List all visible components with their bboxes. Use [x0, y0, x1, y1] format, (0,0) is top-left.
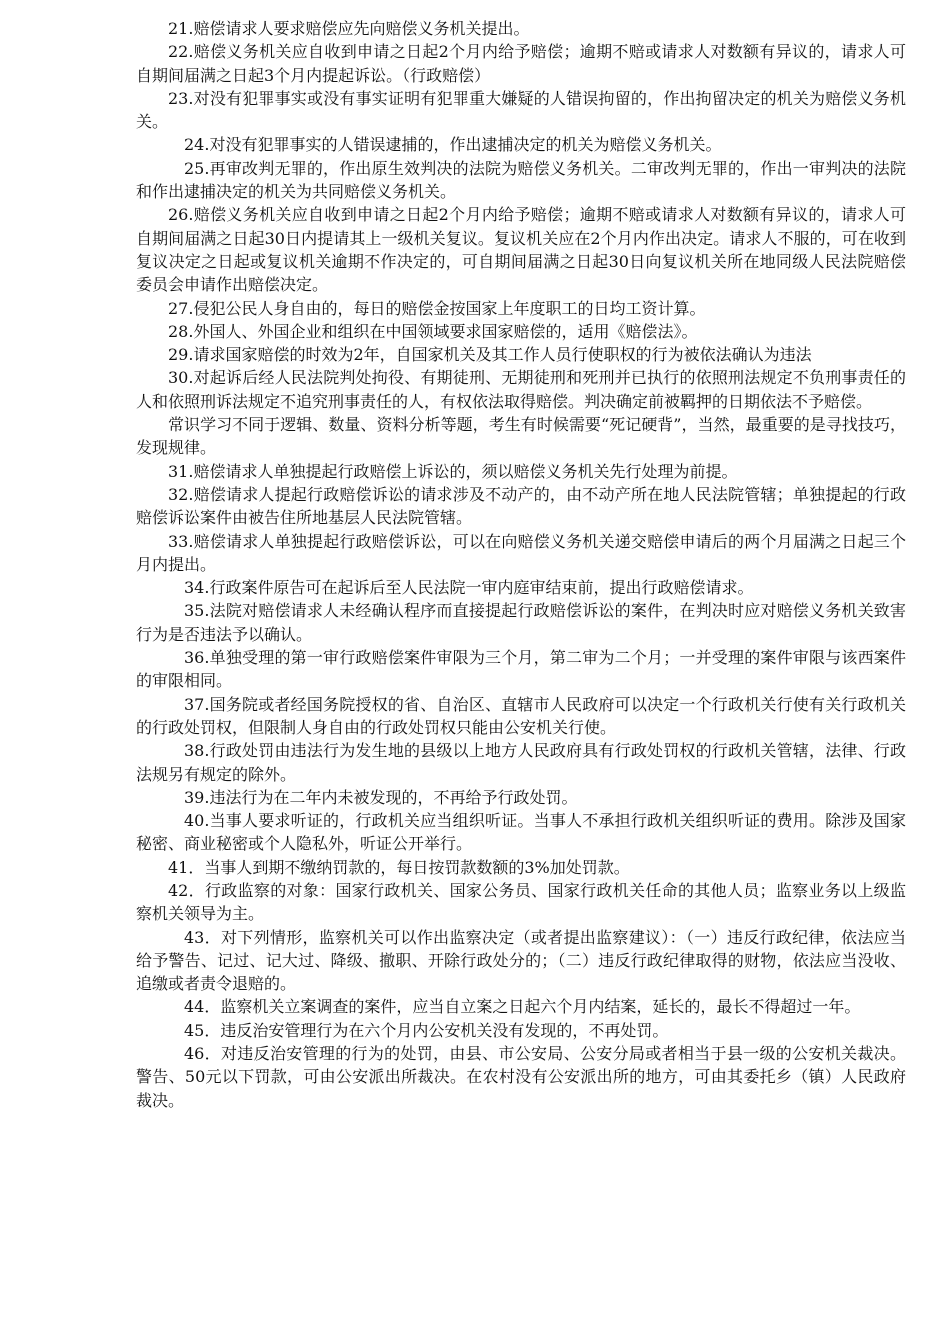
paragraph-40: 40.当事人要求听证的，行政机关应当组织听证。当事人不承担行政机关组织听证的费用。除涉及国家秘密、商业秘密或个人隐私外，听证公开举行。	[136, 811, 906, 854]
paragraph-32: 32.赔偿请求人提起行政赔偿诉讼的请求涉及不动产的，由不动产所在地人民法院管辖；单独提起的行政赔偿诉讼案件由被告住所地基层人民法院管辖。	[136, 484, 906, 528]
paragraph-39: 39.违法行为在二年内未被发现的，不再给予行政处罚。	[184, 787, 578, 807]
paragraph-23: 23.对没有犯罪事实或没有事实证明有犯罪重大嫌疑的人错误拘留的，作出拘留决定的机关为赔偿义务机关。	[136, 88, 906, 132]
paragraph-45: 45．违反治安管理行为在六个月内公安机关没有发现的，不再处罚。	[184, 1020, 669, 1040]
paragraph-24: 24.对没有犯罪事实的人错误逮捕的，作出逮捕决定的机关为赔偿义务机关。	[184, 135, 722, 155]
paragraph-21: 21.赔偿请求人要求赔偿应先向赔偿义务机关提出。	[168, 19, 530, 38]
paragraph-41: 41．当事人到期不缴纳罚款的，每日按罚款数额的3%加处罚款。	[168, 857, 630, 877]
document-page	[136, 17, 906, 1112]
paragraph-26: 26.赔偿义务机关应自收到申请之日起2个月内给予赔偿；逾期不赔或请求人对数额有异议的，请求人可自期间届满之日起30日内提请其上一级机关复议。复议机关应在2个月内作出决定。请求人不服的，可在收到复议决定之日起或复议机关逾期不作决定的，可自期间届满之日起30日向复议机关所在地同级人民法院赔偿委员会申请作出赔偿决定。	[136, 205, 906, 295]
paragraph-27: 27.侵犯公民人身自由的，每日的赔偿金按国家上年度职工的日均工资计算。	[168, 298, 706, 318]
paragraph-37: 37.国务院或者经国务院授权的省、自治区、直辖市人民政府可以决定一个行政机关行使有关行政机关的行政处罚权，但限制人身自由的行政处罚权只能由公安机关行使。	[136, 694, 906, 737]
paragraph-36: 36.单独受理的第一审行政赔偿案件审限为三个月，第二审为二个月；一并受理的案件审限与该西案件的审限相同。	[136, 648, 906, 691]
paragraph-44: 44．监察机关立案调查的案件，应当自立案之日起六个月内结案，延长的，最长不得超过一年。	[184, 997, 861, 1017]
study-tip-paragraph: 常识学习不同于逻辑、数量、资料分析等题，考生有时候需要“死记硬背”，当然，最重要的是寻找技巧，发现规律。	[136, 415, 906, 458]
paragraph-43: 43．对下列情形，监察机关可以作出监察决定（或者提出监察建议）：（一）违反行政纪律，依法应当给予警告、记过、记大过、降级、撤职、开除行政处分的；（二）违反行政纪律取得的财物，依法应当没收、追缴或者责令退赔的。	[136, 927, 906, 994]
paragraph-30: 30.对起诉后经人民法院判处拘役、有期徒刑、无期徒刑和死刑并已执行的依照刑法规定不负刑事责任的人和依照刑诉法规定不追究刑事责任的人，有权依法取得赔偿。判决确定前被羁押的日期依法不予赔偿。	[136, 368, 906, 411]
paragraph-25: 25.再审改判无罪的，作出原生效判决的法院为赔偿义务机关。二审改判无罪的，作出一审判决的法院和作出逮捕决定的机关为共同赔偿义务机关。	[136, 158, 906, 202]
paragraph-38: 38.行政处罚由违法行为发生地的县级以上地方人民政府具有行政处罚权的行政机关管辖，法律、行政法规另有规定的除外。	[136, 741, 906, 784]
paragraph-31: 31.赔偿请求人单独提起行政赔偿上诉讼的，须以赔偿义务机关先行处理为前提。	[168, 461, 738, 481]
paragraph-42: 42．行政监察的对象：国家行政机关、国家公务员、国家行政机关任命的其他人员；监察业务以上级监察机关领导为主。	[136, 880, 906, 924]
paragraph-35: 35.法院对赔偿请求人未经确认程序而直接提起行政赔偿诉讼的案件，在判决时应对赔偿义务机关致害行为是否违法予以确认。	[136, 601, 906, 644]
paragraph-28: 28.外国人、外国企业和组织在中国领域要求国家赔偿的，适用《赔偿法》。	[168, 321, 698, 341]
paragraph-46: 46．对违反治安管理的行为的处罚，由县、市公安局、公安分局或者相当于县一级的公安机关裁决。警告、50元以下罚款，可由公安派出所裁决。在农村没有公安派出所的地方，可由其委托乡（镇）人民政府裁决。	[136, 1044, 906, 1110]
paragraph-29: 29.请求国家赔偿的时效为2年，自国家机关及其工作人员行使职权的行为被依法确认为违法	[168, 345, 812, 365]
paragraph-33: 33.赔偿请求人单独提起行政赔偿诉讼，可以在向赔偿义务机关递交赔偿申请后的两个月届满之日起三个月内提出。	[136, 531, 906, 574]
paragraph-34: 34.行政案件原告可在起诉后至人民法院一审内庭审结束前，提出行政赔偿请求。	[184, 578, 754, 598]
paragraph-22: 22.赔偿义务机关应自收到申请之日起2个月内给予赔偿；逾期不赔或请求人对数额有异议的，请求人可自期间届满之日起3个月内提起诉讼。（行政赔偿）	[136, 42, 906, 85]
